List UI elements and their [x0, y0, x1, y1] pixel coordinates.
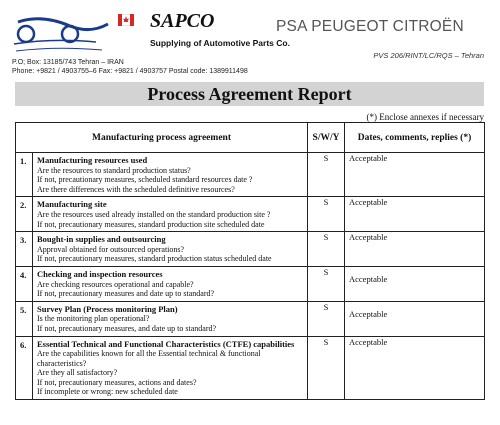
- company-phone: Phone: +9821 / 4903755–6 Fax: +9821 / 4903757 Postal code: 1389911498: [12, 68, 248, 75]
- document-reference: PVS 206/RINT/LC/RQS – Tehran: [373, 51, 484, 60]
- row-comment: Acceptable: [345, 197, 485, 232]
- row-swy: S: [308, 232, 345, 267]
- header-agreement: Manufacturing process agreement: [16, 123, 308, 153]
- row-title: Manufacturing resources used: [37, 155, 148, 165]
- row-line: If not, precautionary measures and date up to standard?: [37, 289, 215, 299]
- row-line: Are the resources to standard production status?: [37, 165, 191, 175]
- row-description: [33, 153, 308, 197]
- row-description: [33, 301, 308, 336]
- row-swy: S: [308, 153, 345, 197]
- row-line: If not, precautionary measures, scheduled standard resources date ?: [37, 175, 253, 185]
- row-line: Are the resources used already installed on the standard production site ?: [37, 209, 271, 219]
- enclose-note: (*) Enclose annexes if necessary: [366, 112, 484, 122]
- row-title: Essential Technical and Functional Characteristics (CTFE) capabilities: [37, 338, 295, 349]
- table-row: [16, 301, 485, 336]
- flag-icon: [118, 14, 134, 26]
- row-line: Approval obtained for outsourced operations?: [37, 244, 185, 254]
- row-swy: S: [308, 336, 345, 400]
- table-row: [16, 336, 485, 400]
- row-title: Checking and inspection resources: [37, 268, 163, 279]
- table-header-row: [16, 123, 485, 153]
- row-swy: S: [308, 301, 345, 336]
- report-title-bar: [15, 82, 484, 106]
- table-row: [16, 153, 485, 197]
- row-line: If not, precautionary measures, standard production status scheduled date: [37, 254, 272, 264]
- row-title: Survey Plan (Process monitoring Plan): [37, 303, 178, 314]
- row-line: If not, precautionary measures, standard production site scheduled date: [37, 219, 265, 229]
- row-title: Manufacturing site: [37, 199, 107, 210]
- row-comment: Acceptable: [345, 153, 485, 197]
- company-subtitle: Supplying of Automotive Parts Co.: [150, 38, 290, 48]
- row-line: Is the monitoring plan operational?: [37, 314, 150, 324]
- company-address: P.O; Box: 13185/743 Tehran – IRAN: [12, 59, 124, 66]
- row-number: 2.: [16, 197, 33, 232]
- row-comment: Acceptable: [345, 232, 485, 267]
- row-swy: S: [308, 197, 345, 232]
- row-description: [33, 232, 308, 267]
- table-row: [16, 197, 485, 232]
- row-line: If not, precautionary measures, actions and dates?: [37, 377, 197, 387]
- header-comments: Dates, comments, replies (*): [345, 123, 485, 153]
- row-description: [33, 266, 308, 301]
- row-number: 6.: [16, 336, 33, 400]
- row-swy: S: [308, 266, 345, 301]
- row-comment: Acceptable: [345, 266, 485, 301]
- row-comment: Acceptable: [345, 301, 485, 336]
- row-number: 1.: [16, 153, 33, 197]
- row-number: 3.: [16, 232, 33, 267]
- row-comment: Acceptable: [345, 336, 485, 400]
- table-row: [16, 232, 485, 267]
- report-title: Process Agreement Report: [147, 83, 352, 104]
- process-agreement-table: [15, 122, 485, 400]
- sapco-logo-icon: [12, 12, 132, 58]
- row-line: If incomplete or wrong: new scheduled date: [37, 387, 178, 397]
- row-description: [33, 336, 308, 400]
- row-line: Are they all satisfactory?: [37, 368, 118, 378]
- partner-brand: PSA PEUGEOT CITROËN: [276, 18, 464, 35]
- row-number: 4.: [16, 266, 33, 301]
- row-line: If not, precautionary measures, and date up to standard?: [37, 323, 217, 333]
- table-row: [16, 266, 485, 301]
- row-number: 5.: [16, 301, 33, 336]
- header-swy: S/W/Y: [308, 123, 345, 153]
- row-description: [33, 197, 308, 232]
- row-line: Are there differences with the scheduled definitive resources?: [37, 184, 235, 194]
- document-header: [0, 0, 500, 82]
- row-title: Bought-in supplies and outsourcing: [37, 234, 166, 245]
- row-line: Are checking resources operational and capable?: [37, 279, 194, 289]
- row-line: Are the capabilities known for all the Essential technical & functional characteristics?: [37, 349, 261, 368]
- company-name: SAPCO: [150, 10, 215, 32]
